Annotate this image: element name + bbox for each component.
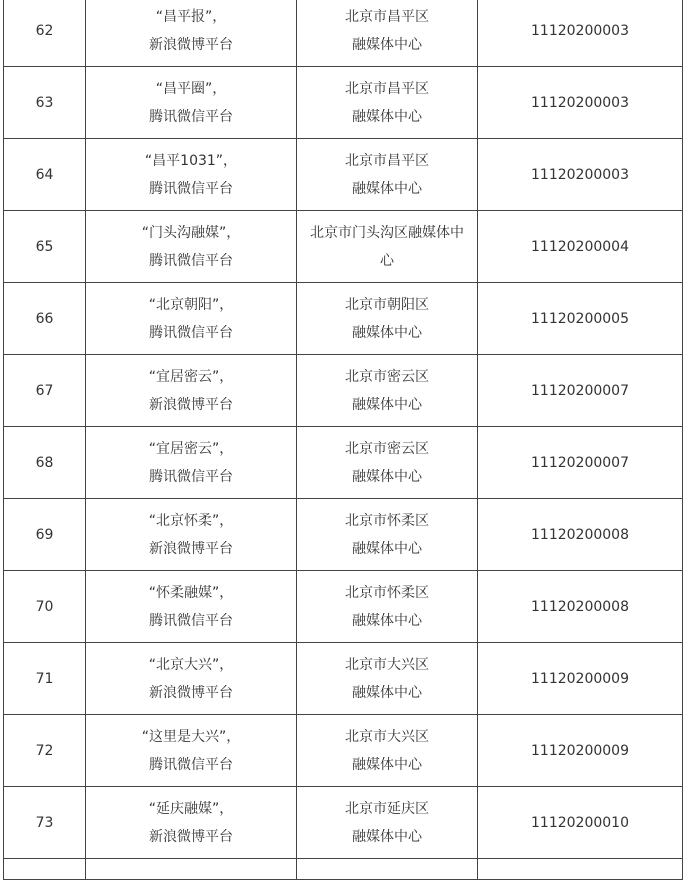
license-code-cell: 11120200008 (478, 571, 683, 643)
account-platform: 新浪微博平台 (149, 396, 233, 413)
organization-line-2: 融媒体中心 (352, 468, 422, 485)
organization-cell (297, 643, 478, 715)
account-name: “昌平圈”， (155, 80, 227, 97)
table-row (4, 283, 683, 355)
organization-line-1: 北京市怀柔区 (345, 512, 429, 529)
row-number-cell: 63 (4, 67, 86, 139)
row-number-cell: 64 (4, 139, 86, 211)
organization-line-1: 北京市大兴区 (345, 728, 429, 745)
license-code-cell: 11120200003 (478, 0, 683, 67)
table-row (4, 67, 683, 139)
account-name: “北京朝阳”， (148, 296, 234, 313)
row-number-cell: 65 (4, 211, 86, 283)
account-cell (86, 139, 297, 211)
organization-cell (297, 427, 478, 499)
row-number-cell: 62 (4, 0, 86, 67)
row-number-cell: 70 (4, 571, 86, 643)
organization-line-2: 融媒体中心 (352, 540, 422, 557)
account-name: “宜居密云”， (148, 368, 234, 385)
account-platform: 新浪微博平台 (149, 36, 233, 53)
organization-line-1: 北京市昌平区 (345, 80, 429, 97)
organization-line-2: 融媒体中心 (352, 324, 422, 341)
row-number-cell: 73 (4, 787, 86, 859)
account-cell (86, 859, 297, 880)
table-row (4, 355, 683, 427)
account-cell (86, 427, 297, 499)
table-row (4, 787, 683, 859)
table-row (4, 643, 683, 715)
organization-line-1: 北京市怀柔区 (345, 584, 429, 601)
license-code-cell (478, 859, 683, 880)
row-number-cell: 69 (4, 499, 86, 571)
account-cell (86, 643, 297, 715)
organization-line-1: 北京市密云区 (345, 440, 429, 457)
account-platform: 新浪微博平台 (149, 828, 233, 845)
organization-line-1: 北京市昌平区 (345, 152, 429, 169)
row-number-cell: 72 (4, 715, 86, 787)
license-code-cell: 11120200007 (478, 427, 683, 499)
account-cell (86, 211, 297, 283)
organization-cell (297, 715, 478, 787)
account-platform: 腾讯微信平台 (149, 756, 233, 773)
account-name: “北京大兴”， (148, 656, 234, 673)
organization-line-1: 北京市昌平区 (345, 8, 429, 25)
organization-cell (297, 859, 478, 880)
table-row (4, 715, 683, 787)
row-number-cell: 67 (4, 355, 86, 427)
organization-cell (297, 571, 478, 643)
account-platform: 腾讯微信平台 (149, 612, 233, 629)
organization-cell (297, 0, 478, 67)
license-table (3, 0, 683, 880)
account-platform: 腾讯微信平台 (149, 252, 233, 269)
account-cell (86, 67, 297, 139)
table-row (4, 0, 683, 67)
table-row (4, 499, 683, 571)
account-platform: 腾讯微信平台 (149, 324, 233, 341)
table-row (4, 211, 683, 283)
organization-line-2: 融媒体中心 (352, 684, 422, 701)
organization-cell (297, 499, 478, 571)
license-code-cell: 11120200003 (478, 67, 683, 139)
account-platform: 新浪微博平台 (149, 684, 233, 701)
account-cell (86, 499, 297, 571)
organization-line-2: 融媒体中心 (352, 108, 422, 125)
organization-line-2: 融媒体中心 (352, 180, 422, 197)
account-platform: 腾讯微信平台 (149, 468, 233, 485)
license-code-cell: 11120200003 (478, 139, 683, 211)
account-name: “昌平报”， (155, 8, 227, 25)
account-cell (86, 787, 297, 859)
organization-cell (297, 355, 478, 427)
license-code-cell: 11120200007 (478, 355, 683, 427)
organization-line-1: 北京市朝阳区 (345, 296, 429, 313)
row-number-cell (4, 859, 86, 880)
organization-cell (297, 787, 478, 859)
table-row (4, 139, 683, 211)
table-row-partial (4, 859, 683, 880)
organization-line-2: 心 (380, 252, 394, 269)
account-name: “怀柔融媒”， (148, 584, 234, 601)
account-cell (86, 715, 297, 787)
organization-line-1: 北京市密云区 (345, 368, 429, 385)
account-name: “北京怀柔”， (148, 512, 234, 529)
account-platform: 腾讯微信平台 (149, 180, 233, 197)
organization-line-2: 融媒体中心 (352, 612, 422, 629)
license-table-container (3, 0, 683, 880)
account-name: “宜居密云”， (148, 440, 234, 457)
account-platform: 新浪微博平台 (149, 540, 233, 557)
table-row (4, 571, 683, 643)
row-number-cell: 68 (4, 427, 86, 499)
account-cell (86, 0, 297, 67)
organization-cell (297, 211, 478, 283)
license-code-cell: 11120200009 (478, 643, 683, 715)
organization-cell (297, 283, 478, 355)
organization-cell (297, 67, 478, 139)
organization-line-2: 融媒体中心 (352, 396, 422, 413)
organization-cell (297, 139, 478, 211)
row-number-cell: 66 (4, 283, 86, 355)
account-cell (86, 283, 297, 355)
account-name: “门头沟融媒”， (141, 224, 241, 241)
account-name: “这里是大兴”， (141, 728, 241, 745)
license-code-cell: 11120200009 (478, 715, 683, 787)
account-cell (86, 571, 297, 643)
organization-line-1: 北京市延庆区 (345, 800, 429, 817)
table-body (4, 0, 683, 880)
table-row (4, 427, 683, 499)
row-number-cell: 71 (4, 643, 86, 715)
license-code-cell: 11120200010 (478, 787, 683, 859)
account-name: “延庆融媒”， (148, 800, 234, 817)
license-code-cell: 11120200005 (478, 283, 683, 355)
organization-line-2: 融媒体中心 (352, 36, 422, 53)
account-platform: 腾讯微信平台 (149, 108, 233, 125)
account-name: “昌平1031”， (144, 152, 238, 169)
license-code-cell: 11120200004 (478, 211, 683, 283)
organization-line-2: 融媒体中心 (352, 828, 422, 845)
organization-line-2: 融媒体中心 (352, 756, 422, 773)
organization-line-1: 北京市门头沟区融媒体中 (310, 224, 464, 241)
organization-line-1: 北京市大兴区 (345, 656, 429, 673)
account-cell (86, 355, 297, 427)
license-code-cell: 11120200008 (478, 499, 683, 571)
